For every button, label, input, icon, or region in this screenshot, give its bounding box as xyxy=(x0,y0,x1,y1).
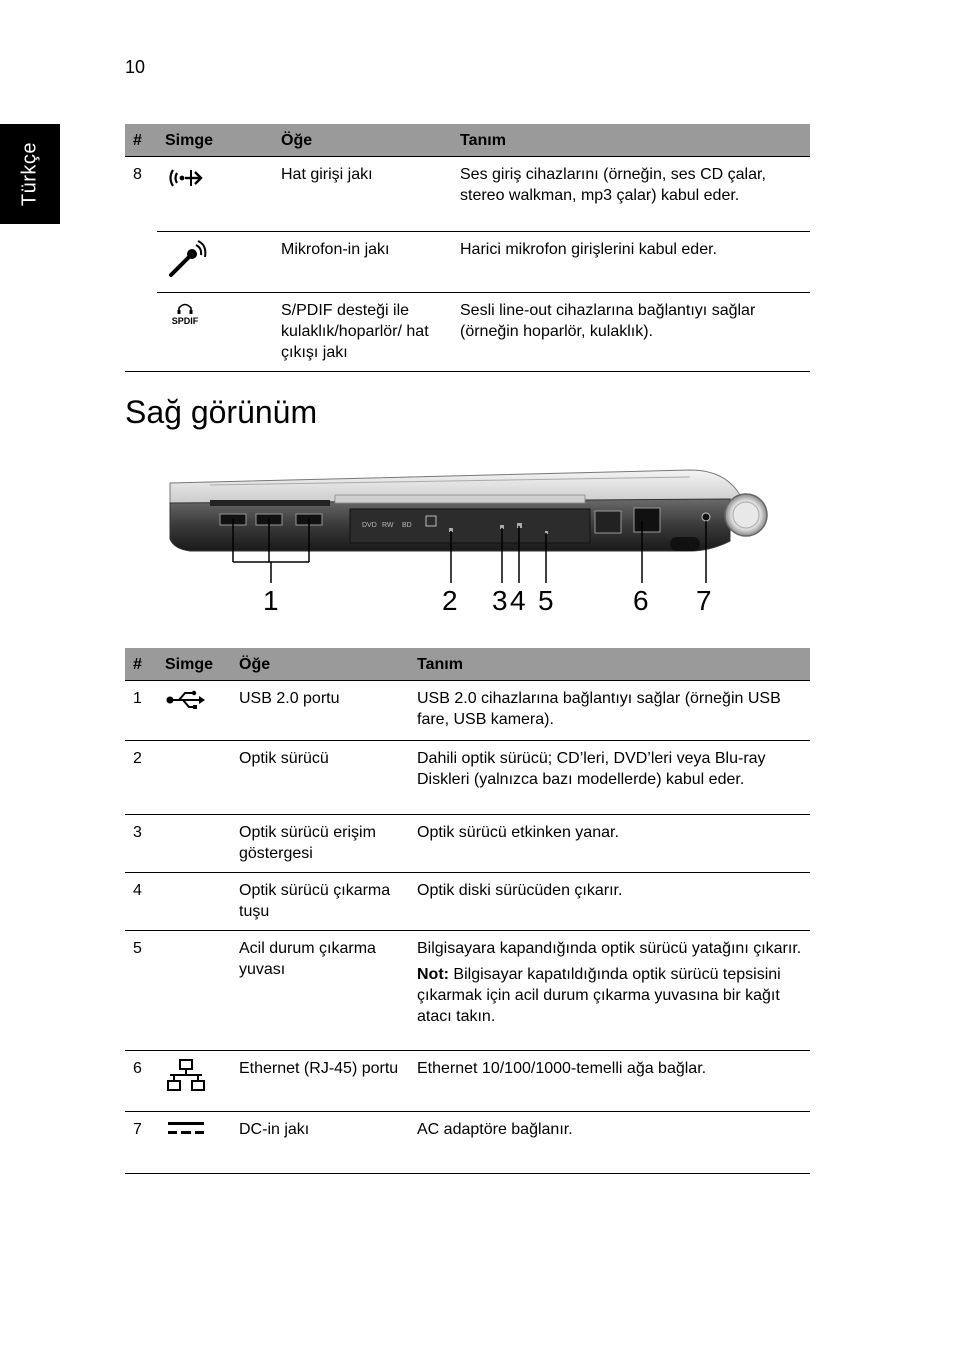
table-row xyxy=(125,873,810,931)
table-row xyxy=(125,157,810,232)
table-row xyxy=(125,741,810,815)
row-description: Optik diski sürücüden çıkarır. xyxy=(409,873,810,931)
note-label: Not: xyxy=(417,966,449,983)
row-num: 8 xyxy=(133,166,142,183)
row-icon xyxy=(157,232,273,293)
callout-3: 3 xyxy=(492,585,508,616)
row-description: Harici mikrofon girişlerini kabul eder. xyxy=(452,232,810,293)
svg-text:BD: BD xyxy=(402,522,412,529)
header-icon: Simge xyxy=(157,648,231,681)
row-icon xyxy=(157,293,273,372)
row-num xyxy=(125,232,157,293)
language-tab-label: Türkçe xyxy=(18,141,41,207)
table-row xyxy=(125,1051,810,1112)
ethernet-icon xyxy=(165,1058,225,1094)
row-icon xyxy=(157,741,231,815)
row-description xyxy=(409,931,810,1051)
table-row xyxy=(125,293,810,372)
dc-in-icon xyxy=(165,1119,225,1139)
line-in-icon xyxy=(165,164,267,192)
callout-1: 1 xyxy=(263,585,279,616)
section-title: Sağ görünüm xyxy=(125,394,318,430)
row-description: Optik sürücü etkinken yanar. xyxy=(409,815,810,873)
callout-4: 4 xyxy=(510,585,526,616)
row-description: Ethernet 10/100/1000-temelli ağa bağlar. xyxy=(409,1051,810,1112)
callout-5: 5 xyxy=(538,585,554,616)
row-item: Hat girişi jakı xyxy=(273,157,452,232)
table-row xyxy=(125,931,810,1051)
row-num: 4 xyxy=(125,873,157,931)
row-icon xyxy=(157,873,231,931)
row-num: 7 xyxy=(125,1112,157,1174)
svg-text:DVD: DVD xyxy=(362,522,377,529)
table-row xyxy=(125,232,810,293)
row-num: 3 xyxy=(125,815,157,873)
row-num: 5 xyxy=(125,931,157,1051)
row-item: USB 2.0 portu xyxy=(231,681,409,741)
row-num: 1 xyxy=(125,681,157,741)
row-item: Acil durum çıkarma yuvası xyxy=(231,931,409,1051)
row-item: DC-in jakı xyxy=(231,1112,409,1174)
callout-2: 2 xyxy=(442,585,458,616)
laptop-right-side-illustration xyxy=(150,455,790,625)
row-description: Dahili optik sürücü; CD’leri, DVD’leri veya Blu-ray Diskleri (yalnızca bazı modellerde) kabul eder. xyxy=(409,741,810,815)
row-item: Ethernet (RJ-45) portu xyxy=(231,1051,409,1112)
table-row xyxy=(125,815,810,873)
callout-7: 7 xyxy=(696,585,712,616)
row-item: Optik sürücü xyxy=(231,741,409,815)
row-num xyxy=(125,293,157,372)
row-icon xyxy=(157,815,231,873)
row-icon xyxy=(157,157,273,232)
row-description: AC adaptöre bağlanır. xyxy=(409,1112,810,1174)
row-item: S/PDIF desteği ile kulaklık/hoparlör/ hat çıkışı jakı xyxy=(273,293,452,372)
svg-text:RW: RW xyxy=(382,522,394,529)
row-item: Optik sürücü çıkarma tuşu xyxy=(231,873,409,931)
usb-icon xyxy=(165,688,225,712)
header-num: # xyxy=(125,648,157,681)
row-icon xyxy=(157,1051,231,1112)
header-item: Öğe xyxy=(231,648,409,681)
header-description: Tanım xyxy=(452,124,810,157)
row-description: Sesli line-out cihazlarına bağlantıyı sağlar (örneğin hoparlör, kulaklık). xyxy=(452,293,810,372)
row-icon xyxy=(157,681,231,741)
row-item: Optik sürücü erişim göstergesi xyxy=(231,815,409,873)
row-num: 6 xyxy=(125,1051,157,1112)
right-side-view-figure xyxy=(150,455,790,625)
row-description-text: Bilgisayara kapandığında optik sürücü yatağını çıkarır. xyxy=(417,940,802,957)
table-row xyxy=(125,1112,810,1174)
callout-6: 6 xyxy=(633,585,649,616)
row-description: Ses giriş cihazlarını (örneğin, ses CD çalar, stereo walkman, mp3 çalar) kabul eder. xyxy=(452,157,810,232)
row-icon xyxy=(157,931,231,1051)
spdif-headphone-icon xyxy=(165,300,267,328)
note-text: Bilgisayar kapatıldığında optik sürücü tepsisini çıkarmak için acil durum çıkarma yuvasına bir kağıt atacı takın. xyxy=(417,966,781,1025)
row-num: 2 xyxy=(125,741,157,815)
header-item: Öğe xyxy=(273,124,452,157)
microphone-icon xyxy=(165,239,267,279)
row-icon xyxy=(157,1112,231,1174)
table-header-row xyxy=(125,124,810,157)
language-tab xyxy=(0,124,60,224)
audio-jacks-table xyxy=(125,124,810,372)
right-view-ports-table xyxy=(125,648,810,1174)
svg-text:SPDIF: SPDIF xyxy=(171,316,199,326)
row-description: USB 2.0 cihazlarına bağlantıyı sağlar (örneğin USB fare, USB kamera). xyxy=(409,681,810,741)
header-description: Tanım xyxy=(409,648,810,681)
header-num: # xyxy=(125,124,157,157)
header-icon: Simge xyxy=(157,124,273,157)
row-item: Mikrofon-in jakı xyxy=(273,232,452,293)
table-row xyxy=(125,681,810,741)
row-note xyxy=(417,964,804,1027)
page-number: 10 xyxy=(125,57,146,77)
table-header-row xyxy=(125,648,810,681)
